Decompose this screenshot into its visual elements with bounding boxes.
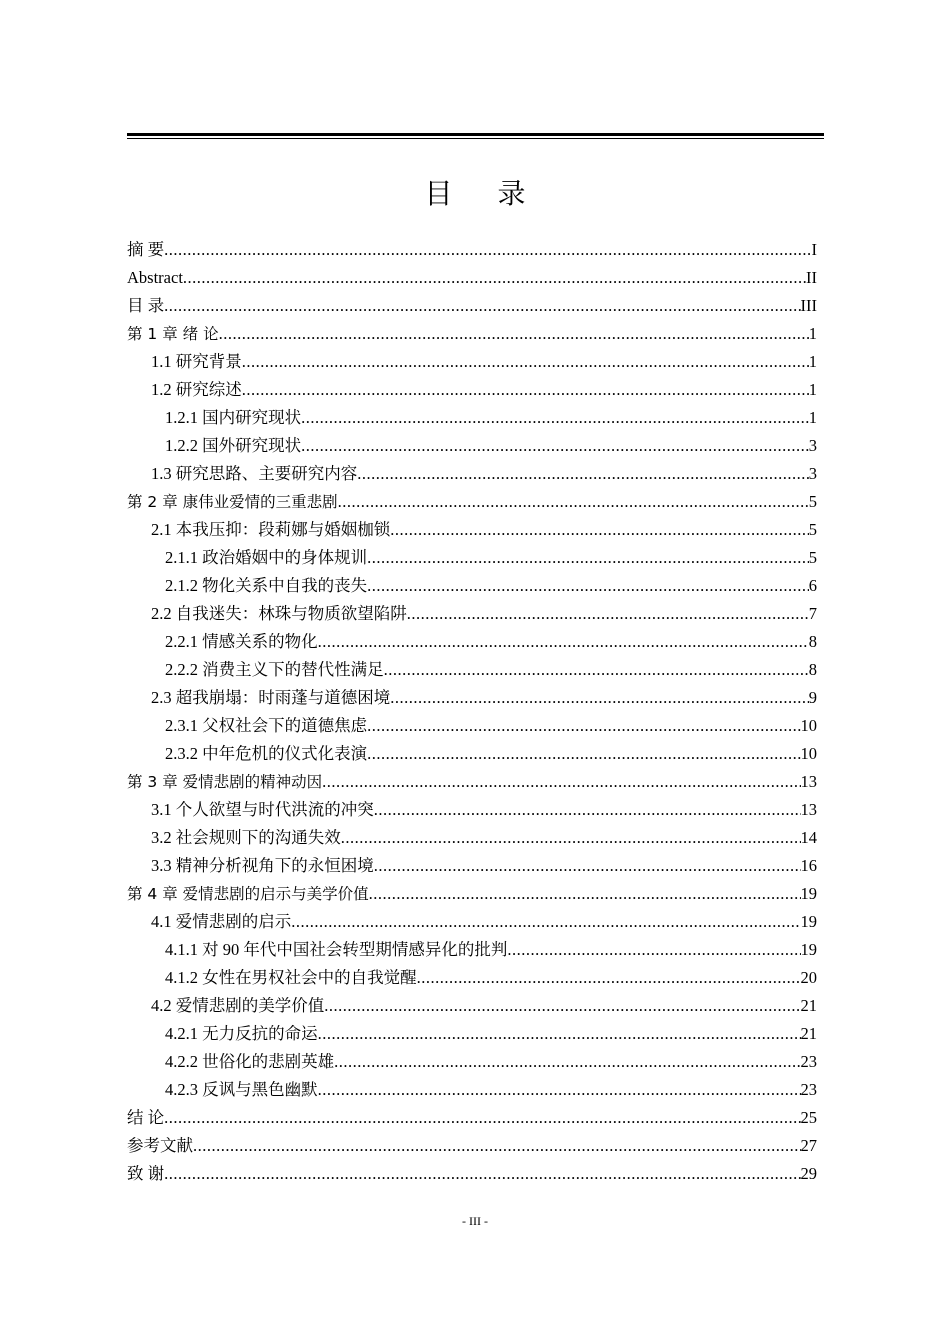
toc-entry-page: 13 [800, 772, 817, 791]
header-rule-thick [127, 133, 824, 136]
toc-entry[interactable] [127, 600, 817, 628]
toc-entry-label: 2.1.1 政治婚姻中的身体规训 [165, 548, 368, 567]
toc-entry-page: 1 [808, 324, 817, 343]
toc-entry[interactable] [127, 684, 817, 712]
toc-leader-dots [318, 1076, 801, 1104]
toc-entry-page: 1 [808, 408, 817, 427]
toc-leader-dots [367, 544, 809, 572]
toc-entry[interactable] [127, 516, 817, 544]
toc-leader-dots [242, 348, 809, 376]
page-title: 目 录 [424, 177, 544, 210]
toc-entry[interactable] [127, 712, 817, 740]
toc-entry-label: 1.3 研究思路、主要研究内容 [151, 464, 358, 483]
toc-entry[interactable] [127, 656, 817, 684]
toc-entry-label: 2.2.2 消费主义下的替代性满足 [165, 660, 384, 679]
toc-entry-page: 23 [800, 1052, 817, 1071]
toc-entry[interactable] [127, 824, 817, 852]
toc-entry-label: 第 2 章 康伟业爱情的三重悲剧 [127, 493, 338, 511]
header-rule-thin [127, 138, 824, 139]
toc-leader-dots [334, 1048, 800, 1076]
toc-entry-label: 3.1 个人欲望与时代洪流的冲突 [151, 800, 374, 819]
toc-entry-label: 4.2 爱情悲剧的美学价值 [151, 996, 325, 1015]
toc-entry-page: 8 [808, 660, 817, 679]
toc-entry-label: 2.2.1 情感关系的物化 [165, 632, 318, 651]
toc-entry-label: 2.2 自我迷失：林珠与物质欲望陷阱 [151, 604, 407, 623]
toc-entry-label: 4.1 爱情悲剧的启示 [151, 912, 292, 931]
toc-leader-dots [301, 432, 809, 460]
toc-entry-label: 1.2.1 国内研究现状 [165, 408, 302, 427]
toc-entry-page: 25 [800, 1108, 817, 1127]
toc-entry[interactable] [127, 768, 817, 796]
toc-leader-dots [367, 712, 800, 740]
toc-leader-dots [367, 740, 800, 768]
toc-entry-page: 1 [808, 352, 817, 371]
toc-entry-label: 目 录 [127, 296, 165, 315]
toc-entry-page: 21 [800, 1024, 817, 1043]
toc-entry-page: 23 [800, 1080, 817, 1099]
toc-entry-label: 摘 要 [127, 240, 165, 259]
toc-leader-dots [164, 292, 800, 320]
toc-entry-page: I [811, 240, 817, 259]
toc-leader-dots [318, 1020, 801, 1048]
toc-entry-page: 19 [800, 884, 817, 903]
toc-entry-page: 3 [808, 464, 817, 483]
toc-entry[interactable] [127, 1076, 817, 1104]
toc-leader-dots [322, 768, 800, 796]
toc-entry-label: 1.1 研究背景 [151, 352, 242, 371]
toc-entry[interactable] [127, 852, 817, 880]
toc-leader-dots [164, 1104, 800, 1132]
toc-entry-page: III [800, 296, 817, 315]
toc-entry-label: 4.2.3 反讽与黑色幽默 [165, 1080, 318, 1099]
toc-leader-dots [357, 460, 809, 488]
toc-entry-label: 1.2.2 国外研究现状 [165, 436, 302, 455]
toc-entry[interactable] [127, 572, 817, 600]
toc-entry-page: 3 [808, 436, 817, 455]
toc-entry[interactable] [127, 1132, 817, 1160]
toc-entry-page: 10 [800, 744, 817, 763]
toc-entry-page: 9 [808, 688, 817, 707]
toc-leader-dots [384, 656, 809, 684]
toc-entry-page: 19 [800, 912, 817, 931]
toc-entry[interactable] [127, 264, 817, 292]
toc-entry-label: 第 3 章 爱情悲剧的精神动因 [127, 773, 323, 791]
toc-entry[interactable] [127, 628, 817, 656]
toc-entry[interactable] [127, 908, 817, 936]
toc-entry-label: 3.3 精神分析视角下的永恒困境 [151, 856, 374, 875]
toc-entry-label: 4.2.1 无力反抗的命运 [165, 1024, 318, 1043]
toc-leader-dots [242, 376, 809, 404]
toc-leader-dots [183, 264, 806, 292]
toc-entry-page: 1 [808, 380, 817, 399]
toc-leader-dots [219, 320, 809, 348]
toc-entry-label: 3.2 社会规则下的沟通失效 [151, 828, 341, 847]
toc-entry-label: 第 4 章 爱情悲剧的启示与美学价值 [127, 885, 369, 903]
toc-entry-label: 2.1.2 物化关系中自我的丧失 [165, 576, 368, 595]
toc-entry-page: 8 [808, 632, 817, 651]
toc-entry-page: 5 [808, 492, 817, 511]
toc-entry[interactable] [127, 1160, 817, 1188]
toc-leader-dots [407, 600, 809, 628]
table-of-contents [127, 236, 817, 1188]
toc-entry-label: 4.1.1 对 90 年代中国社会转型期情感异化的批判 [165, 940, 508, 959]
toc-entry-page: 19 [800, 940, 817, 959]
toc-entry-page: 5 [808, 548, 817, 567]
toc-entry-label: 2.1 本我压抑：段莉娜与婚姻枷锁 [151, 520, 391, 539]
toc-entry[interactable] [127, 796, 817, 824]
toc-leader-dots [390, 516, 809, 544]
toc-entry[interactable] [127, 376, 817, 404]
toc-leader-dots [367, 572, 809, 600]
toc-leader-dots [164, 1160, 800, 1188]
toc-leader-dots [338, 488, 809, 516]
toc-entry[interactable] [127, 544, 817, 572]
toc-entry-page: 21 [800, 996, 817, 1015]
toc-entry-page: 5 [808, 520, 817, 539]
toc-entry-label: 致 谢 [127, 1164, 165, 1183]
toc-entry-label: 结 论 [127, 1108, 165, 1127]
toc-entry-page: 20 [800, 968, 817, 987]
toc-entry[interactable] [127, 320, 817, 348]
toc-entry-label: 2.3.1 父权社会下的道德焦虑 [165, 716, 368, 735]
toc-leader-dots [374, 852, 801, 880]
toc-entry[interactable] [127, 1020, 817, 1048]
toc-entry[interactable] [127, 1048, 817, 1076]
toc-entry-page: 27 [800, 1136, 817, 1155]
toc-leader-dots [324, 992, 800, 1020]
toc-leader-dots [390, 684, 809, 712]
toc-leader-dots [164, 236, 811, 264]
toc-entry-label: 2.3 超我崩塌：时雨蓬与道德困境 [151, 688, 391, 707]
toc-entry[interactable] [127, 880, 817, 908]
toc-entry[interactable] [127, 936, 817, 964]
toc-entry[interactable] [127, 1104, 817, 1132]
toc-entry-label: 2.3.2 中年危机的仪式化表演 [165, 744, 368, 763]
toc-entry[interactable] [127, 404, 817, 432]
toc-entry-page: 16 [800, 856, 817, 875]
toc-leader-dots [193, 1132, 801, 1160]
toc-leader-dots [341, 824, 801, 852]
page-number: - III - [462, 1214, 488, 1228]
toc-entry[interactable] [127, 432, 817, 460]
toc-entry[interactable] [127, 964, 817, 992]
toc-leader-dots [417, 964, 801, 992]
toc-entry-page: 13 [800, 800, 817, 819]
toc-leader-dots [507, 936, 800, 964]
toc-entry-label: 参考文献 [127, 1136, 193, 1155]
toc-entry[interactable] [127, 992, 817, 1020]
toc-entry-page: 7 [808, 604, 817, 623]
toc-entry-label: 4.1.2 女性在男权社会中的自我觉醒 [165, 968, 417, 987]
toc-leader-dots [301, 404, 809, 432]
toc-entry[interactable] [127, 740, 817, 768]
toc-entry[interactable] [127, 348, 817, 376]
toc-leader-dots [374, 796, 801, 824]
toc-entry[interactable] [127, 292, 817, 320]
toc-leader-dots [291, 908, 800, 936]
toc-entry[interactable] [127, 460, 817, 488]
toc-entry-page: 29 [800, 1164, 817, 1183]
toc-entry-page: 6 [808, 576, 817, 595]
toc-entry-page: II [806, 268, 817, 287]
toc-entry-label: 4.2.2 世俗化的悲剧英雄 [165, 1052, 335, 1071]
toc-entry-label: 1.2 研究综述 [151, 380, 242, 399]
toc-leader-dots [318, 628, 809, 656]
toc-entry-page: 14 [800, 828, 817, 847]
toc-entry-page: 10 [800, 716, 817, 735]
toc-entry-label: 第 1 章 绪 论 [127, 325, 219, 343]
toc-entry[interactable] [127, 236, 817, 264]
toc-leader-dots [369, 880, 801, 908]
toc-entry-label: Abstract [127, 268, 183, 287]
toc-entry[interactable] [127, 488, 817, 516]
